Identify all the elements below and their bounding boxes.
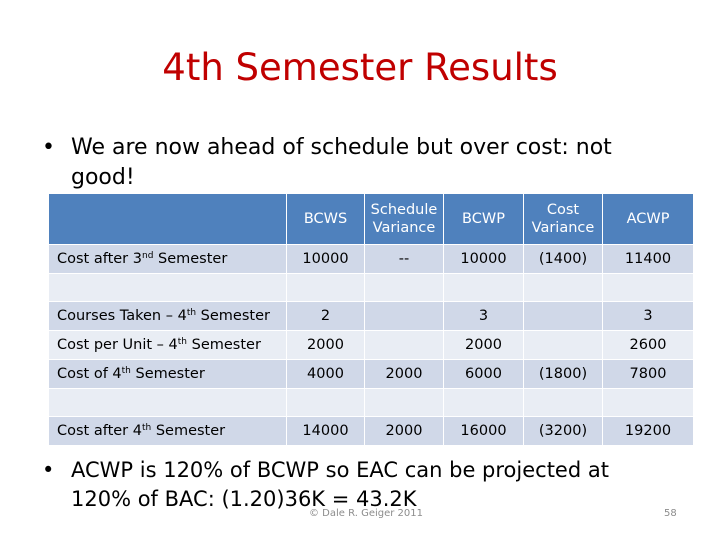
header-cell: Cost Variance [524, 194, 603, 245]
table-cell: 11400 [603, 245, 694, 274]
bullet-text: We are now ahead of schedule but over cost: not good! [71, 135, 612, 190]
bullet-point [42, 456, 672, 514]
table-cell: 2000 [365, 417, 444, 446]
table-row [49, 245, 694, 274]
table-header-row [49, 194, 694, 245]
row-label: Courses Taken – 4th Semester [49, 302, 287, 331]
table-cell: 3 [444, 302, 524, 331]
header-cell: BCWP [444, 194, 524, 245]
row-label: Cost per Unit – 4th Semester [49, 331, 287, 360]
table-cell: 16000 [444, 417, 524, 446]
header-cell: Schedule Variance [365, 194, 444, 245]
table-cell: 19200 [603, 417, 694, 446]
page-number: 58 [664, 508, 677, 519]
table-cell: 7800 [603, 360, 694, 389]
table-cell [524, 389, 603, 417]
table-cell [524, 331, 603, 360]
table-cell: 2600 [603, 331, 694, 360]
table-cell [444, 274, 524, 302]
bullet-dot-icon: • [42, 458, 55, 482]
bullet-point [42, 133, 642, 193]
table-row [49, 360, 694, 389]
results-table [48, 193, 694, 446]
table-cell: -- [365, 245, 444, 274]
table-cell: 2 [287, 302, 365, 331]
row-label: Cost after 3nd Semester [49, 245, 287, 274]
table-cell: 10000 [444, 245, 524, 274]
table-cell: 2000 [287, 331, 365, 360]
table-row [49, 417, 694, 446]
header-cell: BCWS [287, 194, 365, 245]
row-label [49, 274, 287, 302]
table-cell [603, 389, 694, 417]
table-row [49, 389, 694, 417]
table-cell [287, 274, 365, 302]
table-cell [603, 274, 694, 302]
table-cell: 3 [603, 302, 694, 331]
table-cell: 4000 [287, 360, 365, 389]
table-cell: (1400) [524, 245, 603, 274]
table-cell [524, 274, 603, 302]
table-cell: (1800) [524, 360, 603, 389]
copyright-footer: © Dale R. Geiger 2011 [309, 508, 423, 519]
table-cell [365, 274, 444, 302]
table-cell [365, 302, 444, 331]
bullet-dot-icon: • [42, 135, 55, 160]
table-cell: 6000 [444, 360, 524, 389]
table-cell: 10000 [287, 245, 365, 274]
table-row [49, 274, 694, 302]
table-row [49, 302, 694, 331]
table-cell [524, 302, 603, 331]
bullet-text: ACWP is 120% of BCWP so EAC can be projected at 120% of BAC: (1.20)36K = 43.2K [71, 458, 609, 511]
header-cell [49, 194, 287, 245]
table-cell: 2000 [444, 331, 524, 360]
table-row [49, 331, 694, 360]
slide-title: 4th Semester Results [162, 46, 558, 89]
table-cell: 14000 [287, 417, 365, 446]
table-cell: (3200) [524, 417, 603, 446]
row-label: Cost after 4th Semester [49, 417, 287, 446]
header-cell: ACWP [603, 194, 694, 245]
row-label [49, 389, 287, 417]
table-cell [365, 389, 444, 417]
table-cell: 2000 [365, 360, 444, 389]
table-cell [444, 389, 524, 417]
table-cell [365, 331, 444, 360]
row-label: Cost of 4th Semester [49, 360, 287, 389]
table-cell [287, 389, 365, 417]
